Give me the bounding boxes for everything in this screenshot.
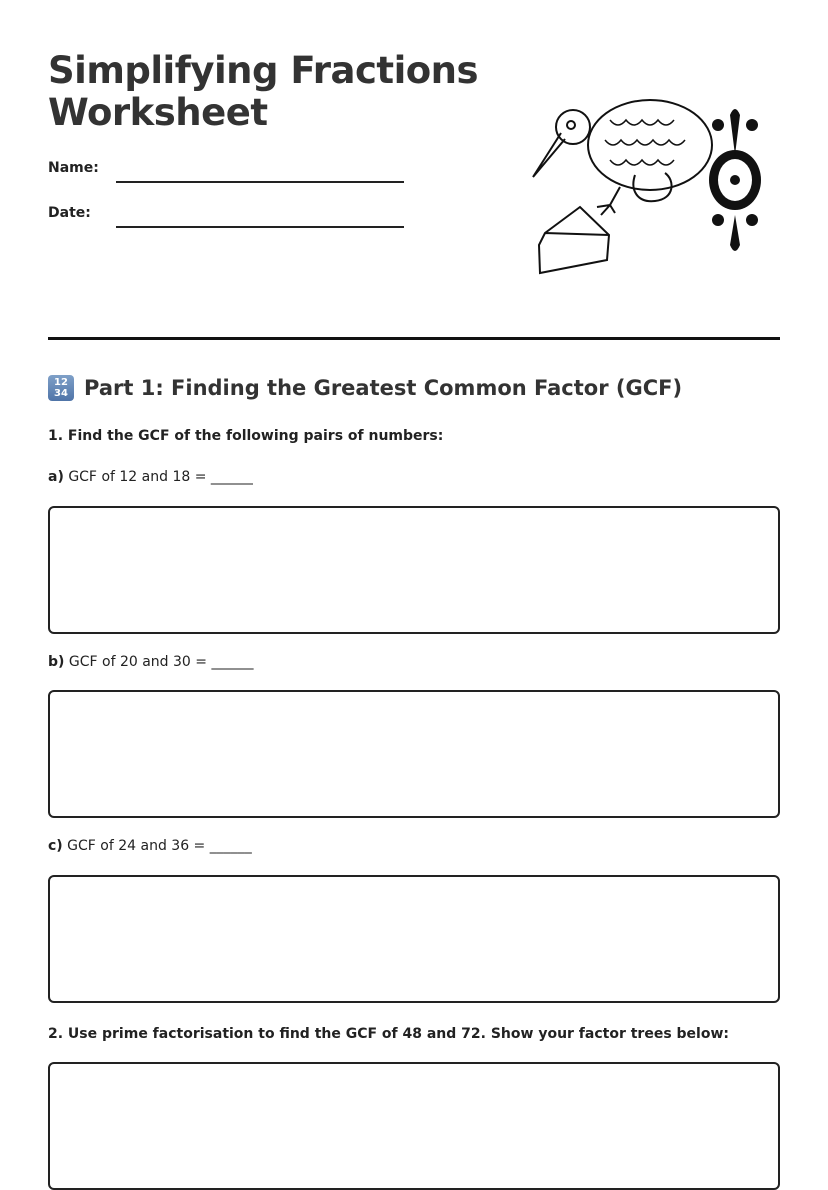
question-2: 2. Use prime factorisation to find the GCF of 48 and 72. Show your factor trees below: (48, 1026, 729, 1042)
name-label: Name: (48, 160, 99, 176)
question-1b: b) GCF of 20 and 30 = ______ (48, 654, 254, 670)
divider (48, 337, 780, 340)
input-numbers-icon: 12 34 (48, 375, 74, 401)
page-title: Simplifying Fractions Worksheet (48, 49, 479, 134)
date-label: Date: (48, 205, 91, 221)
kiwi-illustration (525, 95, 770, 280)
name-field[interactable] (116, 181, 404, 183)
part1-heading: 12 34 Part 1: Finding the Greatest Common Factor (GCF) (48, 375, 682, 401)
answer-box-2[interactable] (48, 1062, 780, 1190)
question-1: 1. Find the GCF of the following pairs of numbers: (48, 428, 444, 444)
question-1a: a) GCF of 12 and 18 = ______ (48, 469, 253, 485)
date-field[interactable] (116, 226, 404, 228)
answer-box-1c[interactable] (48, 875, 780, 1003)
answer-box-1a[interactable] (48, 506, 780, 634)
question-1c: c) GCF of 24 and 36 = ______ (48, 838, 252, 854)
answer-box-1b[interactable] (48, 690, 780, 818)
